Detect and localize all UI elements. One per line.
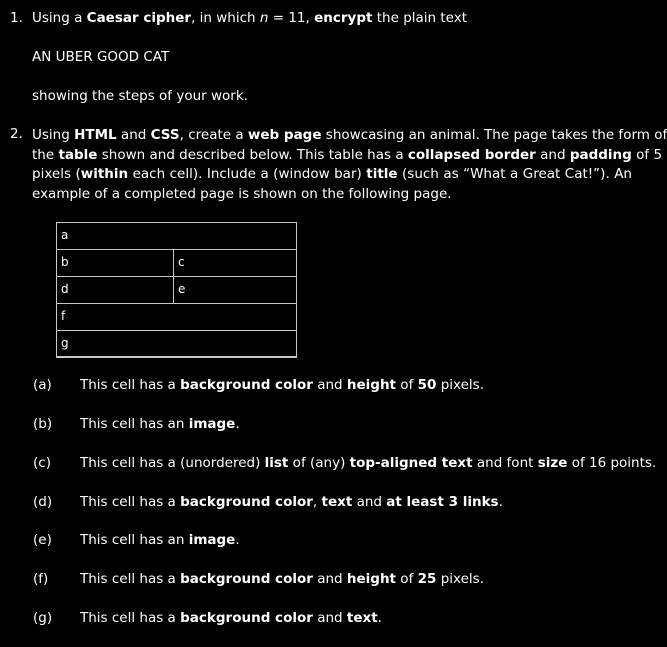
diagram-cell-a: a — [56, 222, 297, 250]
legend-text-c: This cell has a (unordered) list of (any) top-aligned text and font size of 16 points. — [80, 455, 657, 471]
prompt-line: pixels (within each cell). Include a (window bar) title (such as “What a Great Cat!”). An — [32, 166, 632, 182]
prompt-line: the table shown and described below. This table has a collapsed border and padding of 5 — [32, 146, 663, 163]
legend-label-f: (f) — [33, 571, 49, 587]
diagram-cell-b: b — [56, 249, 174, 277]
legend-label-a: (a) — [33, 377, 52, 393]
legend-text-d: This cell has a background color, text and at least 3 links. — [80, 494, 503, 510]
diagram-cell-f: f — [56, 303, 297, 331]
question-1-number: 1. — [10, 10, 23, 26]
diagram-cell-e: e — [173, 276, 297, 304]
question-2-prompt — [32, 126, 667, 204]
prompt-line: example of a completed page is shown on the following page. — [32, 185, 452, 202]
question-2-number: 2. — [10, 126, 23, 142]
table-layout-diagram — [56, 222, 297, 357]
question-1-prompt: Using a Caesar cipher, in which n = 11, encrypt the plain text — [32, 10, 468, 26]
diagram-cell-g: g — [56, 330, 297, 358]
diagram-cell-c: c — [173, 249, 297, 277]
legend-text-a: This cell has a background color and height of 50 pixels. — [80, 377, 484, 393]
legend-label-c: (c) — [33, 455, 51, 471]
question-1-footer: showing the steps of your work. — [32, 88, 248, 104]
plaintext: AN UBER GOOD CAT — [32, 49, 170, 65]
legend-text-f: This cell has a background color and height of 25 pixels. — [80, 571, 484, 587]
legend-label-b: (b) — [33, 416, 53, 432]
legend-label-g: (g) — [33, 610, 53, 626]
legend-text-e: This cell has an image. — [80, 532, 240, 548]
legend-text-g: This cell has a background color and text. — [80, 610, 382, 626]
prompt-line: Using HTML and CSS, create a web page showcasing an animal. The page takes the form of — [32, 127, 667, 143]
legend-label-d: (d) — [33, 494, 53, 510]
legend-label-e: (e) — [33, 532, 52, 548]
legend-text-b: This cell has an image. — [80, 416, 240, 432]
diagram-cell-d: d — [56, 276, 174, 304]
